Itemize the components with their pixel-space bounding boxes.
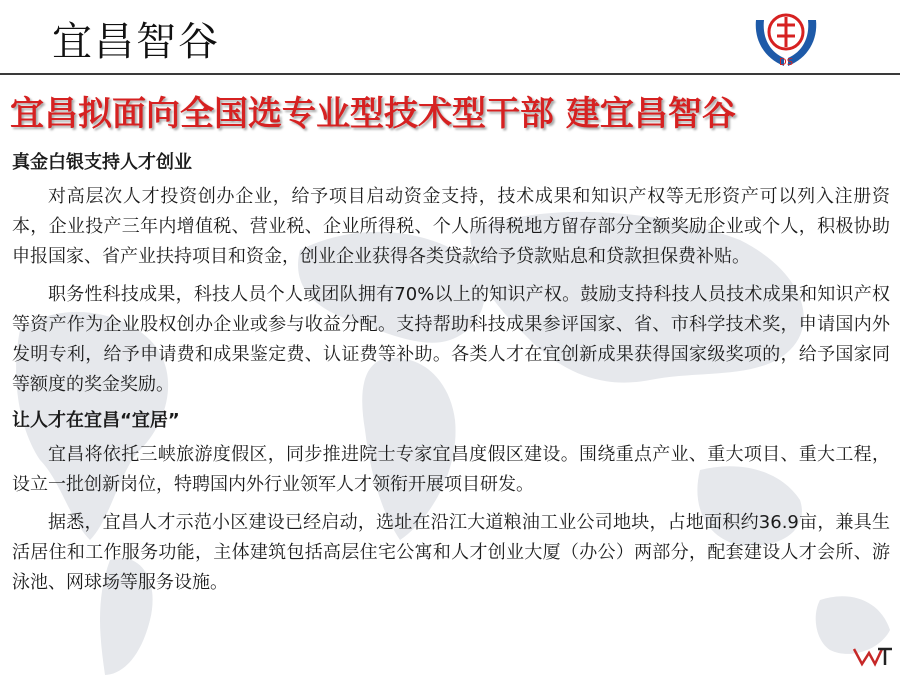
paragraph: 对高层次人才投资创办企业，给予项目启动资金支持，技术成果和知识产权等无形资产可以列入注册资本，企业投产三年内增值税、营业税、企业所得税、个人所得税地方留存部分全额奖励企业或个人，积极协助申报国家、省产业扶持项目和资金，创业企业获得各类贷款给予贷款贴息和贷款担保费补贴。 <box>12 186 890 267</box>
logo-text: DS <box>779 57 794 68</box>
corner-brand-icon <box>852 645 894 667</box>
paragraph: 据悉，宜昌人才示范小区建设已经启动，选址在沿江大道粮油工业公司地块，占地面积约36.9亩，兼具生活居住和工作服务功能，主体建筑包括高层住宅公寓和人才创业大厦（办公）两部分，配套建设人才会所、游泳池、网球场等服务设施。 <box>12 512 890 593</box>
section-heading: 让人才在宜昌“宜居” <box>12 410 180 431</box>
section-heading: 真金白银支持人才创业 <box>12 152 192 173</box>
page-title: 宜昌智谷 <box>52 19 220 65</box>
header-divider <box>0 73 900 75</box>
paragraph: 职务性科技成果，科技人员个人或团队拥有70%以上的知识产权。鼓励支持科技人员技术成果和知识产权等资产作为企业股权创办企业或参与收益分配。支持帮助科技成果参评国家、省、市科学技术奖，申请国内外发明专利，给予申请费和成果鉴定费、认证费等补助。各类人才在宜创新成果获得国家级奖项的，给予国家同等额度的奖金奖励。 <box>12 284 890 395</box>
article-body <box>12 150 890 598</box>
paragraph: 宜昌将依托三峡旅游度假区，同步推进院士专家宜昌度假区建设。围绕重点产业、重大项目、重大工程，设立一批创新岗位，特聘国内外行业领军人才领衔开展项目研发。 <box>12 444 890 495</box>
headline: 宜昌拟面向全国选专业型技术型干部 建宜昌智谷 <box>10 94 736 134</box>
company-emblem-icon <box>748 6 824 72</box>
